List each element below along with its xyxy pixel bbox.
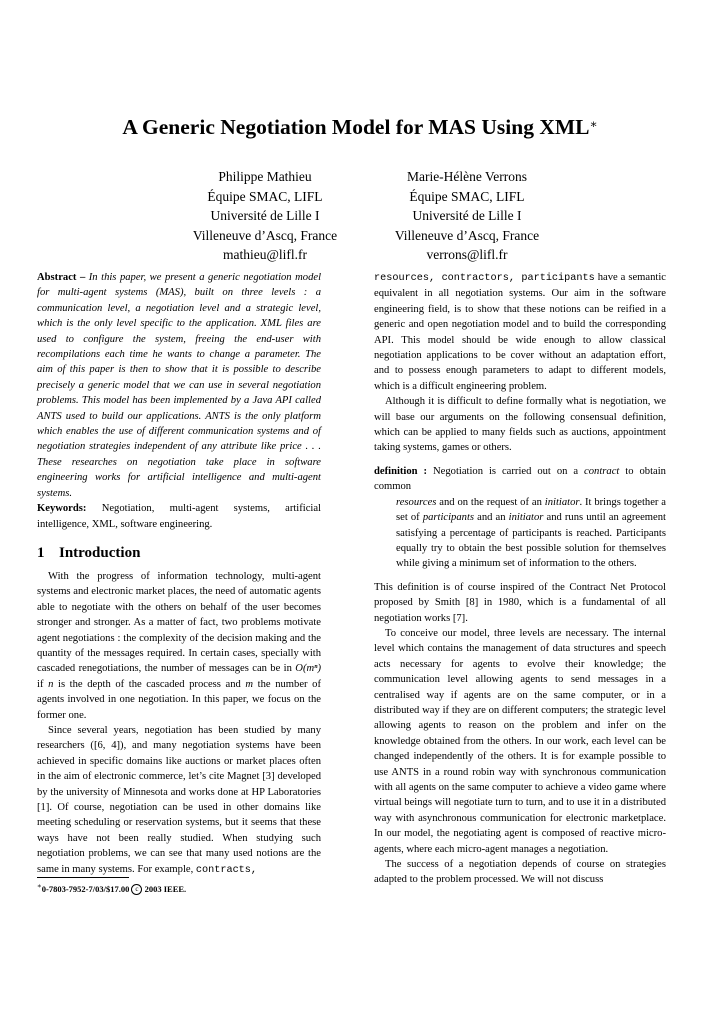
footnote: ∗0-7803-7952-7/03/$17.00 c 2003 IEEE. — [37, 882, 187, 894]
copyright-icon: c — [131, 884, 142, 895]
author-name: Marie-Hélène Verrons — [406, 169, 528, 184]
author-team: Équipe SMAC, LIFL — [409, 188, 525, 204]
intro-paragraph-2: Since several years, negotiation has been studied by many researchers ([6, 4]), and many negotiation systems have been achieved in specific domains like auctions or market places often in the aim of electronic commerce, let’s cite Magnet [3] developed by the university of Minnesota and works done at HP Laboratories [1]. Of course, negotiation can be used in other domains like meeting scheduling or reservation systems, but it seems that these ways have not been really studied. When studying such negotiation problems, we can see that many used notions are the same in many systems. For example, contracts, — [37, 724, 321, 876]
keywords-text: Negotiation, multi-agent systems, artificial intelligence, XML, software engineering. — [37, 503, 321, 530]
code-terms: resources, contractors, participants — [374, 273, 595, 284]
author-city: Villeneuve d’Ascq, France — [394, 227, 540, 243]
section-heading-introduction — [37, 543, 321, 563]
author-university: Université de Lille I — [412, 208, 522, 223]
footnote-mark: ∗ — [37, 882, 42, 890]
intro-paragraph-2-continued: resources, contractors, participants have a semantic equivalent in all negotiation systems. Our aim in the software engineering field, is to show that these notions can be reified in a generic and open negotiation model and to build the corresponding API. This model should be wide enough to allow classical negotiation applications to be cover without an adaptation effort, and to possess enough parameters to adapt to different models, which is a difficult engineering problem. — [374, 272, 666, 392]
author-block-1 — [165, 167, 365, 265]
math-m: m — [245, 678, 254, 690]
author-email: mathieu@lifl.fr — [222, 247, 308, 262]
code-contracts: contracts, — [195, 864, 258, 876]
definition-label: definition : — [374, 465, 428, 477]
intro-paragraph-6: The success of a negotiation depends of course on strategies adapted to the problem processed. We will not discuss — [374, 859, 666, 886]
section-title: Introduction — [59, 544, 141, 561]
intro-paragraph-1: With the progress of information technology, multi-agent systems and electronic market places, the need of automatic agents able to negotiate with the others on behalf of the user becomes stronger and stronger. As a matter of fact, two problems motivate agent negotiations : the complexity of the decision making and the quantity of the messages required. In certain cases, specially with cascaded renegotiations, the number of messages can be in O(mⁿ) if n is the depth of the cascaded process and m the number of agents involved in one negotiation. In this paper, we focus on the former one. — [37, 570, 321, 721]
math-complexity: O(mⁿ) — [295, 663, 321, 675]
author-email: verrons@lifl.fr — [426, 247, 508, 262]
keywords — [37, 501, 321, 532]
intro-paragraph-4: This definition is of course inspired of the Contract Net Protocol proposed by Smith [8] in 1980, which is a fundamental of all negotiation works [7]. — [374, 581, 666, 624]
title-footnote-mark: ∗ — [589, 117, 598, 131]
math-n: n — [48, 678, 54, 690]
author-block-2 — [367, 167, 567, 265]
intro-paragraph-3: Although it is difficult to define formally what is negotiation, we will base our arguments on the following consensual definition, which can be applied to many fields such as auctions, appointment taking systems, games or others. — [374, 396, 666, 454]
paper-title: A Generic Negotiation Model for MAS Using XML∗ — [122, 115, 598, 139]
author-name: Philippe Mathieu — [218, 169, 312, 184]
definition-body: resources and on the request of an initiator. It brings together a set of participants and an initiator and runs until an agreement satisfying a percentage of participants is reached. Participants equally try to obtain the best possible solution for themselves while giving a minimum set of information to the others. — [396, 496, 666, 570]
author-team: Équipe SMAC, LIFL — [207, 188, 323, 204]
abstract — [37, 270, 321, 501]
left-column — [37, 270, 321, 878]
author-university: Université de Lille I — [210, 208, 320, 223]
author-city: Villeneuve d’Ascq, France — [192, 227, 338, 243]
right-column — [374, 270, 666, 888]
abstract-label: Abstract – — [37, 272, 86, 283]
footnote-rule — [37, 877, 129, 878]
definition-block: definition : Negotiation is carried out on a contract to obtain common resources and on the request of an initiator. It brings together a set of participants and an initiator and runs until an agreement satisfying a percentage of participants is reached. Participants equally try to obtain the best possible solution for themselves while giving a minimum set of information to the others. — [374, 464, 666, 572]
abstract-text: In this paper, we present a generic negotiation model for multi-agent systems (MAS), built on three levels : a communication level, a negotiation level and a strategic level, which is the only level specific to the application. XML files are used to configure the system, freeing the end-user with recompilations each time he wants to change a parameter. The aim of this paper is then to show that it is possible to describe precisely a generic model that we can use in several negotiation problems. This model has been implemented by a Java API called ANTS used to build our applications. ANTS is the only platform which enables the use of different communication systems and of negotiation strategies independent of any attribute like price . . . These researches on negotiation take place in software engineering works for artificial intelligence and multi-agent systems. — [37, 272, 322, 499]
intro-paragraph-5: To conceive our model, three levels are necessary. The internal level which contains the management of data structures and speech acts necessary for agents to evolve their knowledge; the communication level allowing agents to send messages in a centralised way if agents are on the same computer, or in a distributed way if they are on different computers; the strategic level allowing agents to reason on the problem and infer on the knowledge obtained from the others. In our work, each level can be changed independently of the others. It is for example possible to use ANTS in a round robin way with synchronous communication with all agents on the same computer to achieve a video game where virtual beings will negotiate turn to turn, and to use it in a distributed way with asynchronous communication for electronic marketplace. In our model, the negotiating agent is composed of reactive micro-agents, where each micro-agent manages a negotiation. — [374, 627, 666, 855]
keywords-label: Keywords: — [37, 503, 87, 515]
section-number: 1 — [37, 544, 45, 561]
